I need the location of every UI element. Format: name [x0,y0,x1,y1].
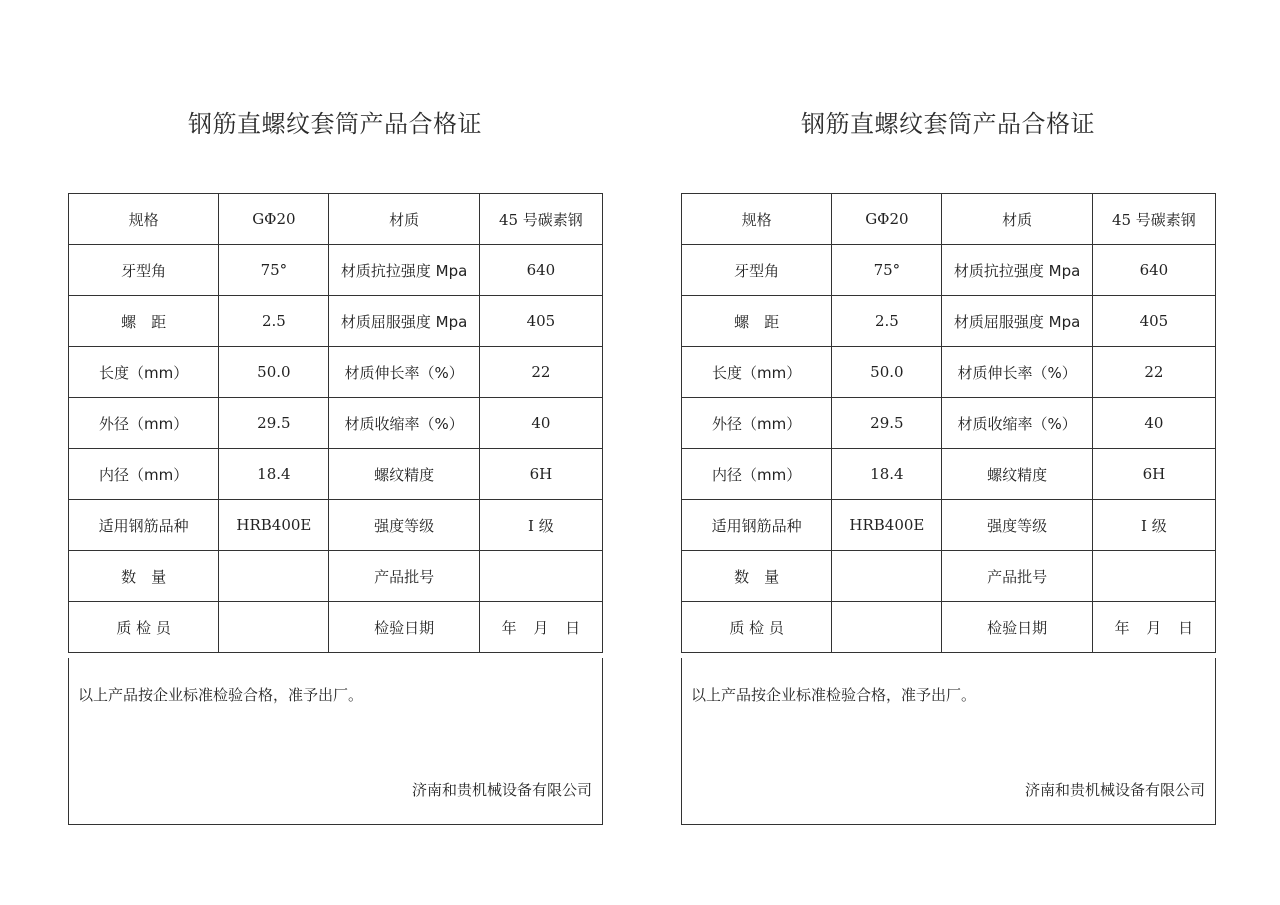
table-row [69,602,603,653]
table-row [682,194,1216,245]
spec-label: 数 量 [682,551,832,602]
spec-label: 产品批号 [329,551,479,602]
spec-value [832,602,942,653]
approval-note: 以上产品按企业标准检验合格，准予出厂。 [691,686,977,704]
spec-label: 外径（mm） [69,398,219,449]
company-name: 济南和贵机械设备有限公司 [1024,781,1205,799]
certificate-footer [681,658,1216,825]
spec-label: 牙型角 [69,245,219,296]
table-row [69,449,603,500]
spec-label: 规格 [682,194,832,245]
approval-note: 以上产品按企业标准检验合格，准予出厂。 [78,686,364,704]
spec-value: HRB400E [219,500,329,551]
spec-label: 质 检 员 [69,602,219,653]
spec-label: 检验日期 [329,602,479,653]
spec-label: 适用钢筋品种 [682,500,832,551]
spec-label: 适用钢筋品种 [69,500,219,551]
spec-value: HRB400E [832,500,942,551]
spec-value: 640 [1092,245,1215,296]
table-row [682,245,1216,296]
table-row [69,296,603,347]
spec-label: 长度（mm） [682,347,832,398]
spec-value: I 级 [1092,500,1215,551]
table-row [682,551,1216,602]
inspection-date-value: 年 月 日 [1092,602,1215,653]
spec-value: 18.4 [219,449,329,500]
spec-label: 规格 [69,194,219,245]
spec-label: 数 量 [69,551,219,602]
spec-label: 内径（mm） [682,449,832,500]
table-row [682,602,1216,653]
table-row [682,347,1216,398]
spec-label: 检验日期 [942,602,1092,653]
spec-label: 材质伸长率（%） [942,347,1092,398]
spec-value: I 级 [479,500,602,551]
spec-value: GΦ20 [219,194,329,245]
spec-value [1092,551,1215,602]
spec-value: 6H [479,449,602,500]
spec-value: 40 [479,398,602,449]
certificate-footer [68,658,603,825]
spec-label: 材质屈服强度 Mpa [942,296,1092,347]
spec-value: 405 [479,296,602,347]
spec-value: 22 [1092,347,1215,398]
spec-label: 材质收缩率（%） [942,398,1092,449]
spec-value: 22 [479,347,602,398]
spec-value: 2.5 [832,296,942,347]
spec-table [68,193,603,653]
table-row [682,500,1216,551]
spec-value: 50.0 [832,347,942,398]
table-row [682,449,1216,500]
spec-label: 材质 [942,194,1092,245]
spec-label: 外径（mm） [682,398,832,449]
spec-value: 45 号碳素钢 [479,194,602,245]
table-row [69,245,603,296]
spec-label: 材质收缩率（%） [329,398,479,449]
spec-value: 75° [832,245,942,296]
spec-value [479,551,602,602]
spec-label: 质 检 员 [682,602,832,653]
spec-label: 强度等级 [329,500,479,551]
table-row [69,551,603,602]
spec-value: 29.5 [219,398,329,449]
spec-value [219,602,329,653]
table-row [69,347,603,398]
spec-label: 强度等级 [942,500,1092,551]
spec-label: 螺纹精度 [329,449,479,500]
spec-label: 产品批号 [942,551,1092,602]
spec-value: 29.5 [832,398,942,449]
spec-label: 材质屈服强度 Mpa [329,296,479,347]
spec-value: 640 [479,245,602,296]
spec-value: 40 [1092,398,1215,449]
spec-label: 材质抗拉强度 Mpa [942,245,1092,296]
table-row [69,500,603,551]
spec-label: 材质 [329,194,479,245]
certificate-title: 钢筋直螺纹套筒产品合格证 [801,110,1095,138]
spec-label: 长度（mm） [69,347,219,398]
table-row [682,398,1216,449]
spec-value: 75° [219,245,329,296]
spec-label: 螺纹精度 [942,449,1092,500]
spec-label: 螺 距 [69,296,219,347]
spec-value: 405 [1092,296,1215,347]
spec-value: 6H [1092,449,1215,500]
spec-label: 螺 距 [682,296,832,347]
spec-value: 45 号碳素钢 [1092,194,1215,245]
company-name: 济南和贵机械设备有限公司 [411,781,592,799]
spec-label: 材质抗拉强度 Mpa [329,245,479,296]
spec-value: 50.0 [219,347,329,398]
spec-label: 材质伸长率（%） [329,347,479,398]
spec-value: 2.5 [219,296,329,347]
table-row [69,194,603,245]
spec-label: 内径（mm） [69,449,219,500]
spec-value [832,551,942,602]
spec-label: 牙型角 [682,245,832,296]
spec-table [681,193,1216,653]
spec-value: 18.4 [832,449,942,500]
spec-value [219,551,329,602]
spec-value: GΦ20 [832,194,942,245]
certificate-title: 钢筋直螺纹套筒产品合格证 [188,110,482,138]
table-row [69,398,603,449]
table-row [682,296,1216,347]
inspection-date-value: 年 月 日 [479,602,602,653]
